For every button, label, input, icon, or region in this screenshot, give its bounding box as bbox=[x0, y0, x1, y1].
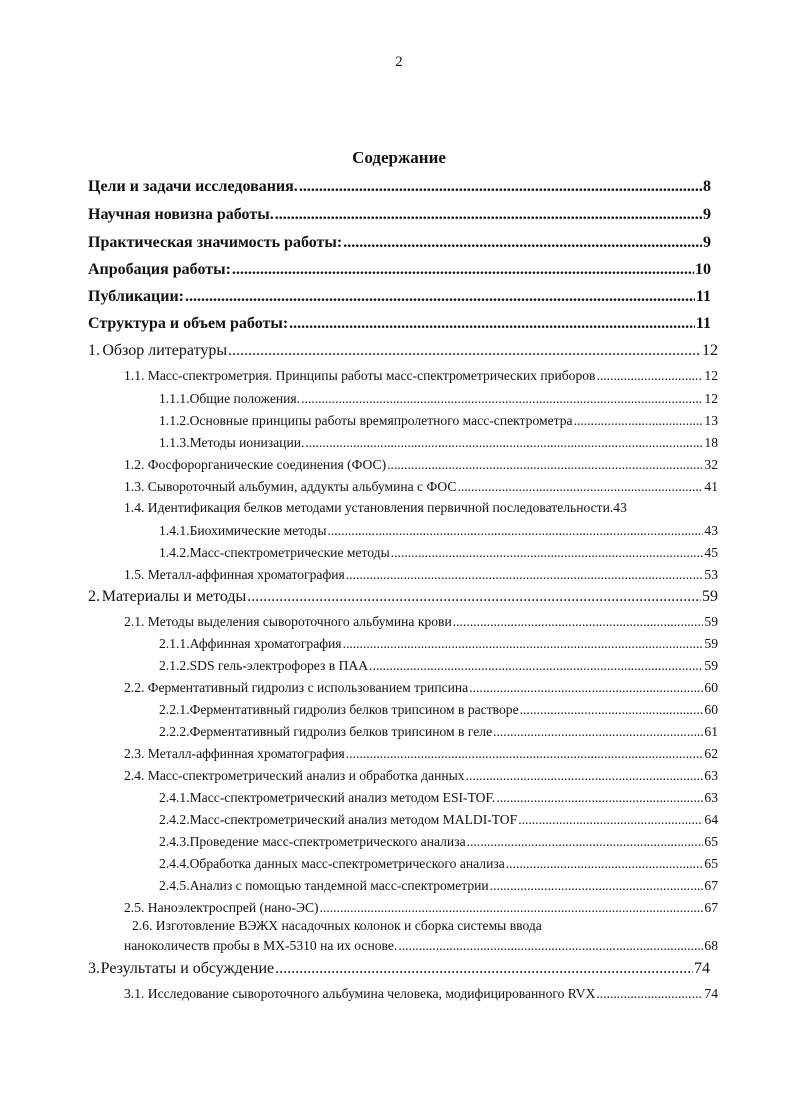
toc-entry-page: 8 bbox=[703, 178, 711, 195]
toc-entry-number: 1.1.2. bbox=[159, 413, 190, 428]
toc-entry-number: 2.4.3. bbox=[159, 834, 190, 849]
toc-entry-text: 3.1. Исследование сывороточного альбумина человека, модифицированного RVX bbox=[124, 986, 596, 1001]
toc-entry-text: Аффинная хроматография bbox=[189, 636, 342, 651]
toc-entry-text: 2.2. Ферментативный гидролиз с использованием трипсина bbox=[124, 680, 469, 695]
toc-entry-text: Результаты и обсуждение bbox=[100, 960, 275, 977]
leader-dots bbox=[467, 834, 704, 850]
toc-entry-text: 1.2. Фосфорорганические соединения (ФОС) bbox=[124, 457, 387, 472]
toc-entry-number: 1.4.1. bbox=[159, 523, 190, 538]
toc-entry-text: 2.4. Масс-спектрометрический анализ и обработка данных bbox=[124, 768, 465, 783]
toc-subsection-1-1-3[interactable] bbox=[159, 435, 718, 451]
toc-entry-text: Методы ионизации. bbox=[189, 435, 305, 450]
toc-entry-number: 2.1.2. bbox=[159, 658, 190, 673]
leader-dots bbox=[453, 614, 704, 630]
toc-entry-number: 2.1.1. bbox=[159, 636, 190, 651]
toc-entry-number: 2.4.2. bbox=[159, 812, 190, 827]
toc-section-2-2[interactable] bbox=[124, 680, 718, 696]
toc-section-2-5[interactable] bbox=[124, 900, 718, 916]
toc-subsection-2-2-1[interactable] bbox=[159, 702, 718, 718]
toc-subsection-1-1-1[interactable] bbox=[159, 391, 718, 407]
toc-entry-page: 32 bbox=[704, 457, 718, 472]
toc-entry-number: 2.2.1. bbox=[159, 702, 190, 717]
toc-entry-page: 65 bbox=[704, 856, 718, 871]
leader-dots bbox=[398, 936, 703, 956]
toc-entry-page: 53 bbox=[704, 567, 718, 582]
leader-dots bbox=[596, 368, 703, 384]
toc-subsection-2-2-2[interactable] bbox=[159, 724, 718, 740]
toc-entry-text: Масс-спектрометрический анализ методом ESI-TOF. bbox=[189, 790, 496, 805]
leader-dots bbox=[305, 435, 703, 451]
toc-entry-page: 12 bbox=[702, 342, 718, 359]
toc-entry-text: Биохимические методы bbox=[189, 523, 327, 538]
leader-dots bbox=[289, 315, 695, 333]
toc-entry-number: 2. bbox=[88, 588, 100, 605]
toc-entry-number: 1.1.1. bbox=[159, 391, 190, 406]
toc-entry-page: 68 bbox=[704, 938, 718, 953]
leader-dots bbox=[232, 261, 694, 279]
leader-dots bbox=[275, 960, 693, 978]
toc-entry-number: 3. bbox=[88, 960, 100, 977]
toc-entry-text: Ферментативный гидролиз белков трипсином в растворе bbox=[189, 702, 519, 717]
toc-entry-goals[interactable] bbox=[88, 178, 711, 196]
toc-section-3-1[interactable] bbox=[124, 986, 718, 1002]
toc-subsection-2-4-4[interactable] bbox=[159, 856, 718, 872]
toc-entry-approbation[interactable] bbox=[88, 261, 711, 279]
toc-entry-page: 67 bbox=[704, 878, 718, 893]
leader-dots bbox=[518, 812, 703, 828]
toc-entry-text: SDS гель-электрофорез в ПАА bbox=[189, 658, 369, 673]
toc-entry-number: 1.1.3. bbox=[159, 435, 190, 450]
toc-entry-page: 13 bbox=[704, 413, 718, 428]
toc-entry-text: Цели и задачи исследования. bbox=[88, 178, 298, 195]
toc-section-1-5[interactable] bbox=[124, 567, 718, 583]
leader-dots bbox=[496, 790, 703, 806]
leader-dots bbox=[346, 567, 704, 583]
toc-entry-page: 63 bbox=[704, 768, 718, 783]
leader-dots bbox=[343, 636, 704, 652]
toc-section-2-1[interactable] bbox=[124, 614, 718, 630]
toc-entry-page: 11 bbox=[695, 315, 711, 332]
toc-entry-page: 60 bbox=[704, 680, 718, 695]
toc-entry-text: 1.3. Сывороточный альбумин, аддукты альбумина с ФОС bbox=[124, 479, 457, 494]
toc-subsection-2-4-5[interactable] bbox=[159, 878, 718, 894]
leader-dots bbox=[490, 878, 704, 894]
leader-dots bbox=[247, 588, 701, 606]
leader-dots bbox=[228, 342, 701, 360]
toc-entry-page: 41 bbox=[704, 479, 718, 494]
toc-entry-number: 2.2.2. bbox=[159, 724, 190, 739]
leader-dots bbox=[185, 288, 695, 306]
leader-dots bbox=[320, 900, 704, 916]
toc-entry-page: 59 bbox=[704, 636, 718, 651]
toc-entry-page: 59 bbox=[704, 658, 718, 673]
toc-entry-number: 1.4.2. bbox=[159, 545, 190, 560]
leader-dots bbox=[301, 391, 703, 407]
toc-entry-page: 63 bbox=[704, 790, 718, 805]
toc-entry-number: 2.4.4. bbox=[159, 856, 190, 871]
toc-entry-text: 2.3. Металл-аффинная хроматография bbox=[124, 746, 345, 761]
toc-entry-text: 2.1. Методы выделения сывороточного альбумина крови bbox=[124, 614, 452, 629]
leader-dots bbox=[469, 680, 703, 696]
toc-entry-text: Проведение масс-спектрометрического анализа bbox=[189, 834, 466, 849]
toc-entry-structure[interactable] bbox=[88, 315, 711, 333]
leader-dots bbox=[574, 413, 704, 429]
toc-entry-text: Общие положения. bbox=[189, 391, 301, 406]
toc-entry-text: Обзор литературы bbox=[102, 342, 228, 359]
toc-entry-page: 43 bbox=[613, 500, 627, 515]
toc-entry-page: 12 bbox=[704, 368, 718, 383]
toc-chapter-3[interactable] bbox=[88, 960, 710, 978]
toc-entry-text: 2.5. Наноэлектроспрей (нано-ЭС) bbox=[124, 900, 319, 915]
toc-subsection-2-4-1[interactable] bbox=[159, 790, 718, 806]
toc-chapter-1[interactable] bbox=[88, 342, 718, 360]
toc-entry-page: 12 bbox=[704, 391, 718, 406]
toc-entry-text: 1.4. Идентификация белков методами установления первичной последовательности. bbox=[124, 500, 614, 515]
toc-entry-page: 59 bbox=[704, 614, 718, 629]
toc-entry-text: Апробация работы: bbox=[88, 261, 231, 278]
toc-subsection-2-4-3[interactable] bbox=[159, 834, 718, 850]
toc-entry-text: Практическая значимость работы: bbox=[88, 234, 343, 251]
toc-entry-page: 43 bbox=[704, 523, 718, 538]
toc-entry-page: 74 bbox=[694, 960, 710, 977]
leader-dots bbox=[493, 724, 703, 740]
toc-entry-page: 67 bbox=[704, 900, 718, 915]
toc-subsection-2-1-2[interactable] bbox=[159, 658, 718, 674]
toc-entry-number: 2.4.1. bbox=[159, 790, 190, 805]
toc-entry-page: 45 bbox=[704, 545, 718, 560]
leader-dots bbox=[275, 206, 702, 224]
leader-dots bbox=[391, 545, 704, 561]
toc-subsection-2-1-1[interactable] bbox=[159, 636, 718, 652]
toc-entry-number: 1. bbox=[88, 342, 100, 359]
toc-entry-page: 18 bbox=[704, 435, 718, 450]
toc-entry-text: Научная новизна работы. bbox=[88, 206, 274, 223]
toc-entry-text: Масс-спектрометрический анализ методом MALDI-TOF bbox=[189, 812, 518, 827]
leader-dots bbox=[596, 986, 703, 1002]
toc-section-1-2[interactable] bbox=[124, 457, 718, 473]
toc-entry-text: 1.5. Металл-аффинная хроматография bbox=[124, 567, 345, 582]
toc-entry-text: Публикации: bbox=[88, 288, 184, 305]
toc-entry-text: Ферментативный гидролиз белков трипсином в геле bbox=[189, 724, 493, 739]
toc-entry-text: Масс-спектрометрические методы bbox=[189, 545, 390, 560]
toc-entry-page: 62 bbox=[704, 746, 718, 761]
toc-section-2-4[interactable] bbox=[124, 768, 718, 784]
toc-entry-page: 9 bbox=[703, 206, 711, 223]
toc-entry-page: 60 bbox=[704, 702, 718, 717]
toc-entry-page: 65 bbox=[704, 834, 718, 849]
toc-entry-page: 64 bbox=[704, 812, 718, 827]
toc-section-2-6[interactable] bbox=[124, 916, 718, 956]
toc-entry-page: 74 bbox=[704, 986, 718, 1001]
toc-entry-text: 2.6. Изготовление ВЭЖХ насадочных колонок и сборка системы ввода bbox=[132, 918, 542, 933]
toc-chapter-2[interactable] bbox=[88, 588, 718, 606]
leader-dots bbox=[328, 523, 704, 539]
page-number: 2 bbox=[395, 54, 403, 70]
leader-dots bbox=[346, 746, 704, 762]
toc-section-1-3[interactable] bbox=[124, 479, 718, 495]
leader-dots bbox=[466, 768, 704, 784]
toc-entry-significance[interactable] bbox=[88, 234, 711, 252]
leader-dots bbox=[506, 856, 704, 872]
toc-subsection-2-4-2[interactable] bbox=[159, 812, 718, 828]
leader-dots bbox=[343, 234, 702, 252]
toc-section-2-3[interactable] bbox=[124, 746, 718, 762]
toc-section-1-4[interactable] bbox=[124, 500, 726, 516]
toc-entry-text: Структура и объем работы: bbox=[88, 315, 289, 332]
toc-entry-number: 2.4.5. bbox=[159, 878, 190, 893]
toc-entry-page: 9 bbox=[703, 234, 711, 251]
toc-entry-novelty[interactable] bbox=[88, 206, 711, 224]
leader-dots bbox=[387, 457, 703, 473]
toc-entry-text-continued: наноколичеств пробы в МХ-5310 на их основе. bbox=[124, 938, 398, 953]
toc-entry-page: 61 bbox=[704, 724, 718, 739]
toc-entry-page: 10 bbox=[695, 261, 711, 278]
toc-section-1-1[interactable] bbox=[124, 368, 718, 384]
toc-entry-publications[interactable] bbox=[88, 288, 711, 306]
toc-subsection-1-4-2[interactable] bbox=[159, 545, 718, 561]
toc-subsection-1-1-2[interactable] bbox=[159, 413, 718, 429]
leader-dots bbox=[299, 178, 702, 196]
toc-entry-page: 59 bbox=[702, 588, 718, 605]
leader-dots bbox=[520, 702, 704, 718]
toc-title: Содержание bbox=[352, 148, 446, 167]
toc-entry-text: 1.1. Масс-спектрометрия. Принципы работы масс-спектрометрических приборов bbox=[124, 368, 596, 383]
toc-entry-page: 11 bbox=[695, 288, 711, 305]
leader-dots bbox=[457, 479, 703, 495]
toc-subsection-1-4-1[interactable] bbox=[159, 523, 718, 539]
toc-entry-text: Анализ с помощью тандемной масс-спектрометрии bbox=[189, 878, 489, 893]
leader-dots bbox=[369, 658, 703, 674]
toc-entry-text: Материалы и методы bbox=[101, 588, 247, 605]
toc-entry-text: Обработка данных масс-спектрометрического анализа bbox=[189, 856, 505, 871]
toc-entry-text: Основные принципы работы времяпролетного масс-спектрометра bbox=[189, 413, 573, 428]
